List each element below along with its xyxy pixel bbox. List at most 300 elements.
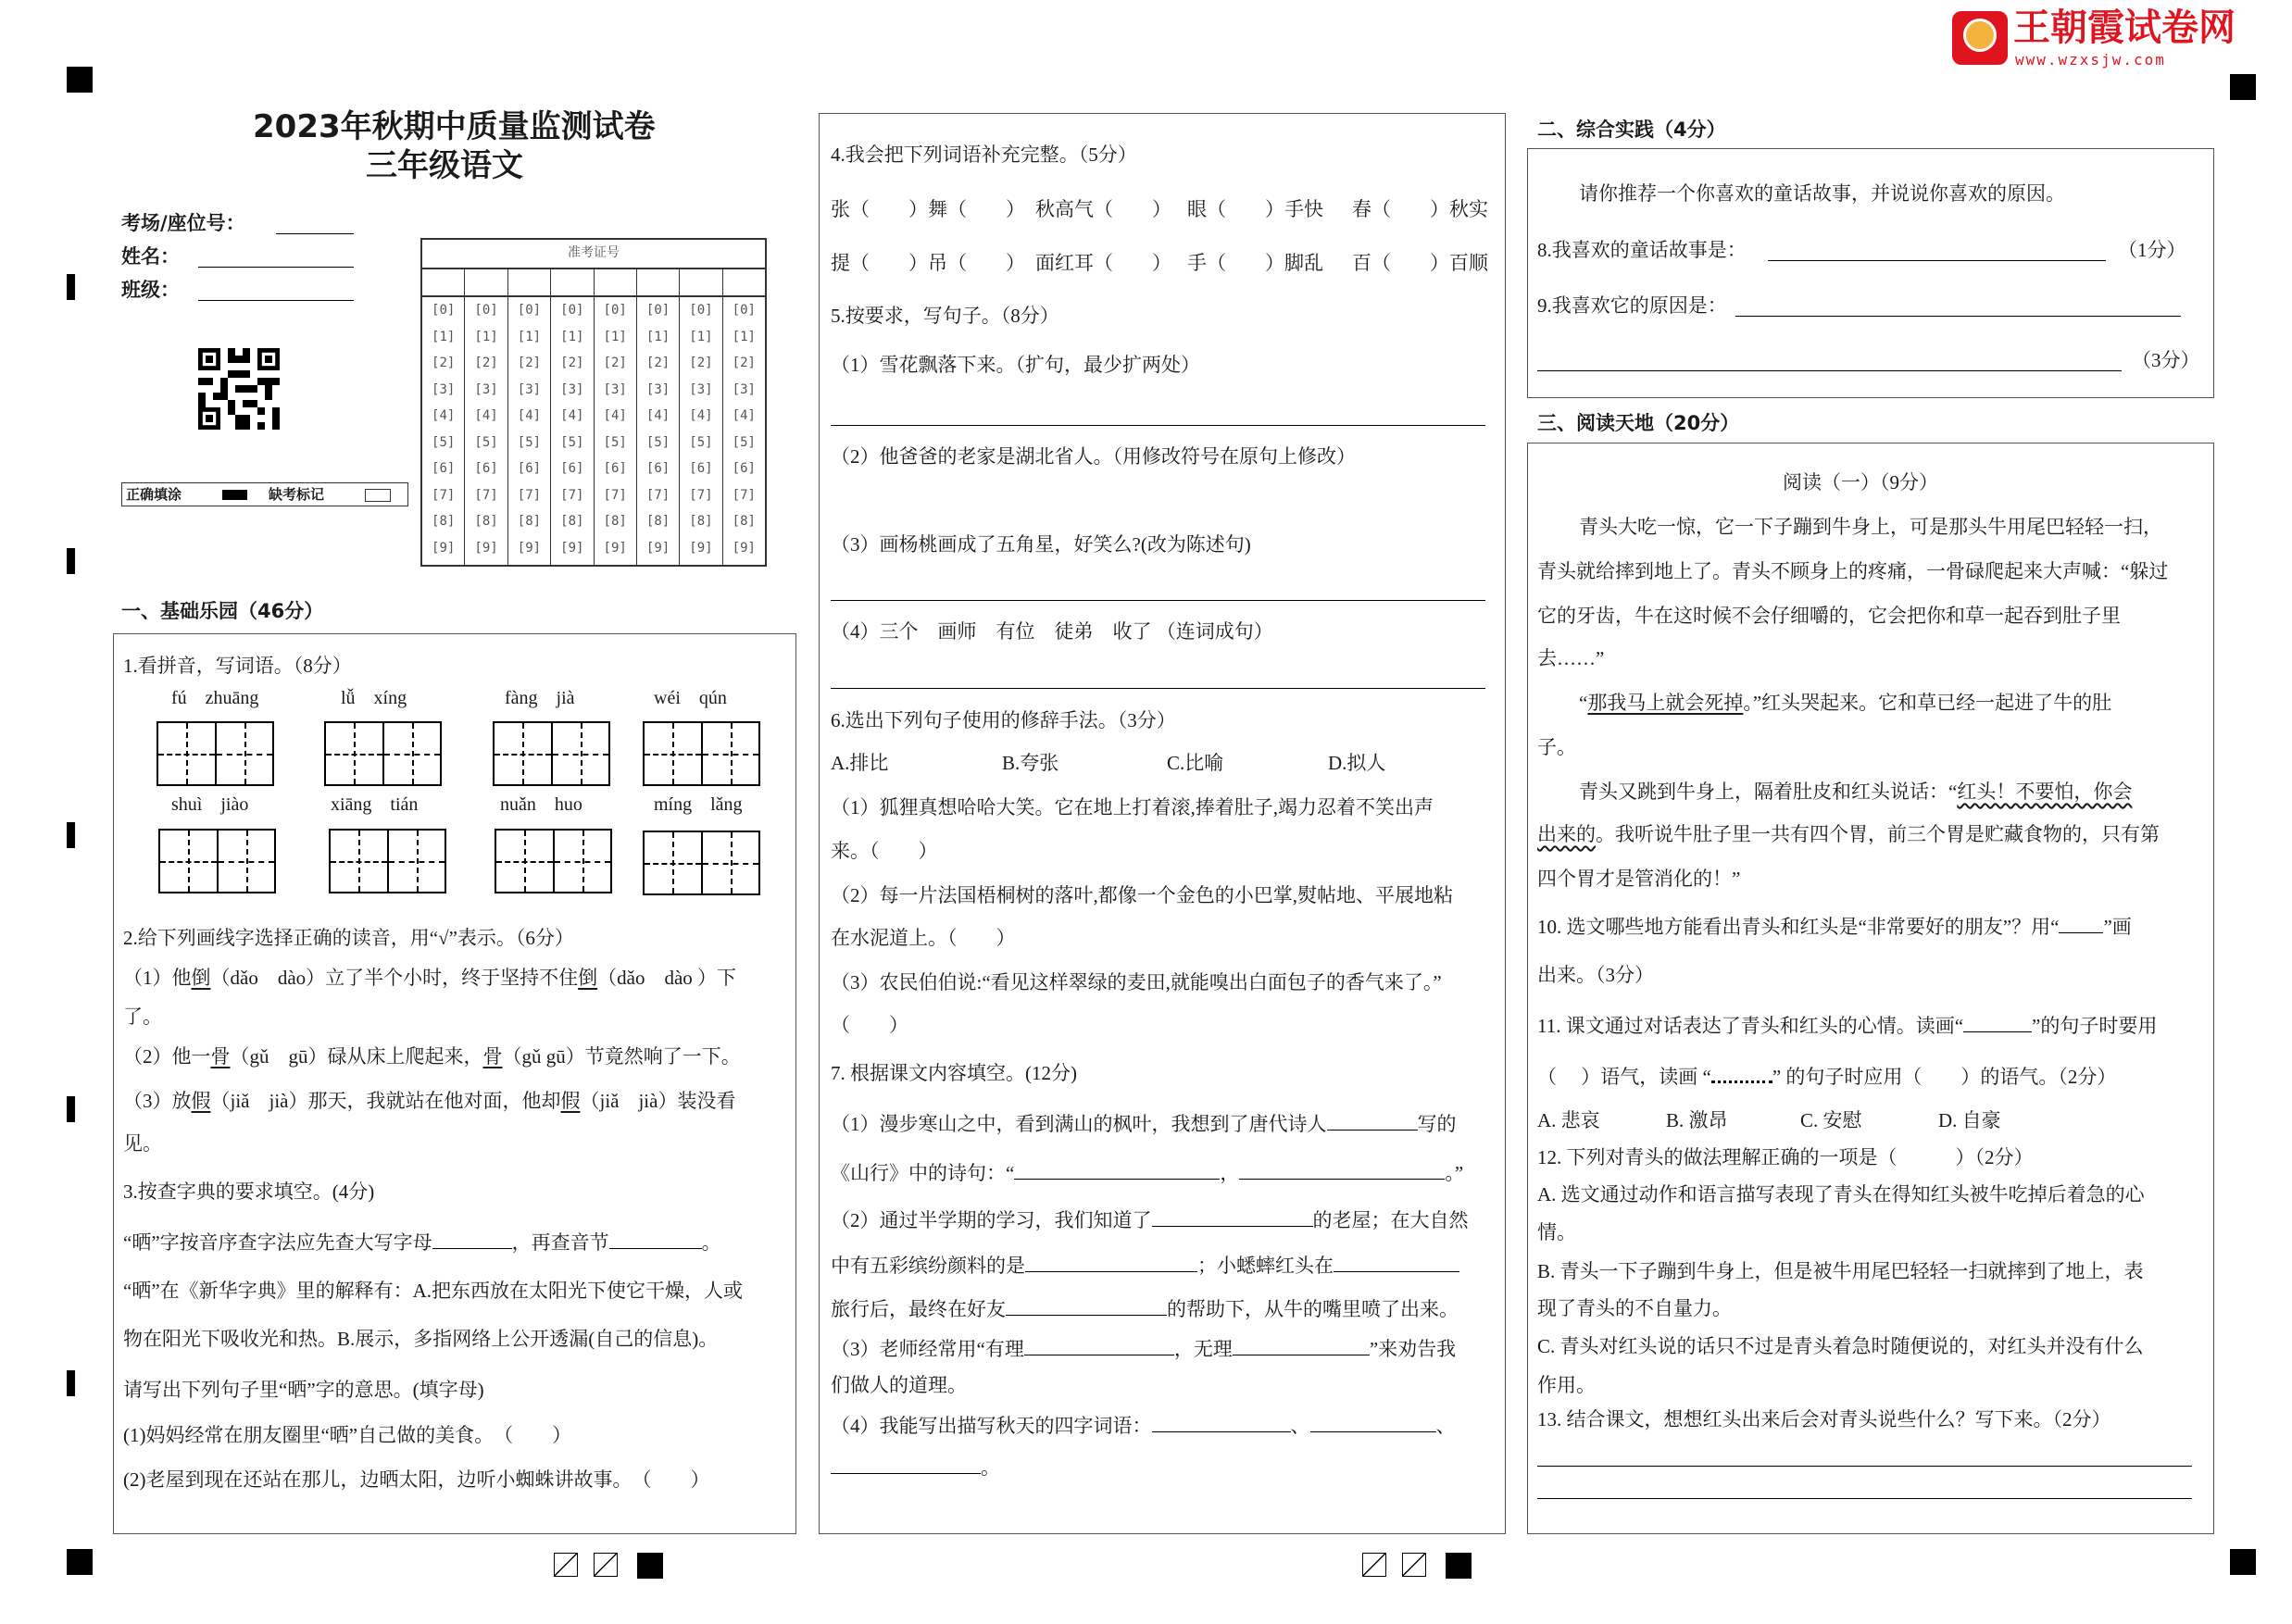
page-mark-hatched: [594, 1553, 618, 1577]
digit-bubble[interactable]: [4]: [689, 408, 713, 423]
q9-answer-line[interactable]: [1735, 316, 2181, 317]
admission-digit-write-cell[interactable]: [551, 269, 593, 297]
text: ”来劝告我: [1369, 1338, 1457, 1360]
text: ，再查音节: [511, 1231, 609, 1254]
seat-field[interactable]: [276, 233, 354, 234]
q6-option: C.比喻: [1167, 752, 1224, 774]
q8-answer-line[interactable]: [1768, 260, 2106, 261]
pinyin: lǚ xíng: [341, 688, 407, 708]
text: 。”: [1445, 1162, 1464, 1184]
digit-bubble[interactable]: [6]: [517, 461, 542, 476]
text: 青头又跳到牛身上，隔着肚皮和红头说话：“: [1579, 781, 1958, 803]
q12-option-c-cont: 作用。: [1537, 1374, 1596, 1396]
passage-line: 它的牙齿，牛在这时候不会仔细嚼的，它会把你和草一起吞到肚子里: [1537, 605, 2121, 627]
q8-label: 8.我喜欢的童话故事是：: [1537, 239, 1747, 261]
admission-digit-column: [723, 269, 765, 567]
digit-bubble[interactable]: [9]: [517, 540, 542, 556]
seat-label: 考场/座位号：: [121, 212, 245, 234]
text: （2）他一: [123, 1045, 211, 1068]
admission-digit-write-cell[interactable]: [595, 269, 636, 297]
answer-line[interactable]: [1537, 1466, 2192, 1467]
text: （dǎo dào）立了半个小时，终于坚持不住: [210, 967, 579, 989]
text: （1）漫步寒山之中，看到满山的枫叶，我想到了唐代诗人: [831, 1113, 1327, 1135]
digit-bubble[interactable]: [9]: [432, 540, 456, 556]
digit-bubble[interactable]: [0]: [603, 303, 627, 318]
q3-item-1: (1)妈妈经常在朋友圈里“晒”自己做的美食。 （ ）: [123, 1424, 572, 1446]
answer-line[interactable]: [831, 600, 1485, 601]
q6-title: 6.选出下列句子使用的修辞手法。（3分）: [831, 709, 1176, 731]
corner-mark-bottom-left: [67, 1549, 93, 1575]
answer-blank[interactable]: [1239, 1160, 1445, 1180]
q9-label: 9.我喜欢它的原因是：: [1537, 294, 1727, 317]
q8-score: （1分）: [2118, 239, 2186, 261]
digit-bubble[interactable]: [2]: [603, 356, 627, 370]
text: 。我听说牛肚子里一共有四个胃，前三个胃是贮藏食物的，只有第: [1596, 823, 2160, 845]
admission-digit-column: [551, 269, 594, 567]
digit-bubble[interactable]: [3]: [474, 381, 498, 397]
digit-bubble[interactable]: [6]: [560, 461, 584, 476]
page-mark-solid: [1446, 1553, 1472, 1579]
q6-option: D.拟人: [1328, 752, 1386, 774]
passage-line: 子。: [1537, 736, 1576, 758]
text: 写的: [1417, 1113, 1457, 1135]
digit-bubble[interactable]: [5]: [603, 434, 627, 450]
text: 旅行后，最终在好友: [831, 1298, 1006, 1320]
digit-bubble[interactable]: [2]: [689, 356, 713, 370]
digit-bubble[interactable]: [6]: [603, 461, 627, 476]
logo-name: 王朝霞试卷网: [2013, 6, 2236, 49]
absent-checkbox[interactable]: [365, 489, 391, 502]
digit-bubble[interactable]: [7]: [732, 487, 756, 503]
digit-bubble[interactable]: [1]: [560, 329, 584, 344]
q9-answer-line-2[interactable]: [1537, 370, 2122, 371]
q6-item-1: （1）狐狸真想哈哈大笑。它在地上打着滚,捧着肚子,竭力忍着不笑出声: [831, 796, 1434, 818]
digit-bubble[interactable]: [7]: [645, 487, 670, 503]
corner-mark-top-left: [67, 67, 93, 93]
pinyin: xiāng tián: [331, 794, 419, 815]
digit-bubble[interactable]: [8]: [474, 514, 498, 529]
exam-subtitle: 三年级语文: [366, 147, 523, 184]
answer-line[interactable]: [831, 425, 1485, 426]
name-label: 姓名：: [121, 245, 180, 268]
admission-digit-column: [508, 269, 551, 567]
passage-line: 青头就给摔到地上了。青头不顾身上的疼痛，一骨碌爬起来大声喊：“躲过: [1537, 560, 2169, 582]
answer-blank[interactable]: [1310, 1413, 1436, 1432]
passage-line: 四个胃才是管消化的！”: [1537, 868, 1741, 890]
name-field[interactable]: [198, 267, 354, 268]
q12: 12. 下列对青头的做法理解正确的一项是（ ）（2分）: [1537, 1146, 2034, 1168]
digit-bubble[interactable]: [4]: [645, 408, 670, 423]
digit-bubble[interactable]: [7]: [689, 487, 713, 503]
digit-bubble[interactable]: [0]: [560, 303, 584, 318]
text: （gǔ gū）碌从床上爬起来，: [230, 1045, 483, 1068]
text: ” 的句子时应用（ ）的语气。（2分）: [1772, 1066, 2117, 1088]
digit-bubble[interactable]: [1]: [432, 329, 456, 344]
text: “晒”字按音序查字法应先查大写字母: [123, 1231, 432, 1254]
text: （jiǎ jià）那天，我就站在他对面，他却: [210, 1090, 561, 1112]
answer-blank[interactable]: [609, 1230, 702, 1249]
answer-blank[interactable]: [1334, 1253, 1459, 1272]
q7-line-6: [831, 1336, 1456, 1361]
digit-bubble[interactable]: [8]: [432, 514, 456, 529]
wavy-underlined-sentence: 出来的: [1537, 823, 1596, 845]
admission-digit-write-cell[interactable]: [508, 269, 550, 297]
underlined-char: 倒: [191, 967, 211, 989]
pinyin: fú zhuāng: [171, 688, 259, 708]
text: ，: [1220, 1162, 1240, 1184]
digit-bubble[interactable]: [4]: [560, 408, 584, 423]
idiom-item: 面红耳（ ）: [1035, 252, 1171, 274]
q11-option: B. 激昂: [1666, 1109, 1728, 1131]
q7-line-5: [831, 1296, 1459, 1321]
underlined-char: 骨: [210, 1045, 231, 1068]
q3-line-3: 物在阳光下吸收光和热。B.展示，多指网络上公开透漏(自己的信息)。: [123, 1328, 719, 1350]
writing-grid[interactable]: [158, 829, 276, 893]
q5-title: 5.按要求，写句子。（8分）: [831, 305, 1059, 327]
text: ；小蟋蟀红头在: [1197, 1255, 1334, 1277]
digit-bubble[interactable]: [8]: [560, 514, 584, 529]
admission-digit-column: [637, 269, 680, 567]
text: 的老屋；在大自然: [1312, 1209, 1469, 1231]
text: 。: [981, 1456, 1000, 1479]
pinyin: shuì jiào: [171, 794, 249, 815]
writing-grid[interactable]: [495, 829, 612, 893]
writing-grid[interactable]: [493, 721, 610, 786]
pinyin: míng lǎng: [654, 794, 743, 815]
digit-bubble[interactable]: [9]: [732, 540, 756, 556]
underlined-char: 假: [191, 1090, 211, 1112]
answer-blank[interactable]: [1327, 1111, 1418, 1131]
digit-bubble[interactable]: [1]: [474, 329, 498, 344]
admission-digit-write-cell[interactable]: [422, 269, 464, 297]
q13: 13. 结合课文，想想红头出来后会对青头说些什么？写下来。（2分）: [1537, 1408, 2111, 1430]
text: 、: [1435, 1415, 1456, 1437]
digit-bubble[interactable]: [8]: [603, 514, 627, 529]
answer-blank[interactable]: [1014, 1160, 1220, 1180]
q2-item-3: [123, 1089, 735, 1113]
digit-bubble[interactable]: [2]: [732, 356, 756, 370]
text: （dǎo dào ）下: [597, 967, 737, 989]
digit-bubble[interactable]: [2]: [560, 356, 584, 370]
text: 10. 选文哪些地方能看出青头和红头是“非常要好的朋友”？用“: [1537, 916, 2060, 938]
q5-item-1: （1）雪花飘落下来。（扩句，最少扩两处）: [831, 354, 1200, 376]
digit-bubble[interactable]: [2]: [645, 356, 670, 370]
admission-digit-write-cell[interactable]: [637, 269, 679, 297]
q11-option: C. 安慰: [1800, 1109, 1862, 1131]
digit-bubble[interactable]: [4]: [517, 408, 542, 423]
q3-line-1: [123, 1230, 721, 1255]
q7-line-1: [831, 1111, 1457, 1136]
class-label: 班级：: [121, 279, 180, 301]
passage-line: 青头大吃一惊，它一下子蹦到牛身上，可是那头牛用尾巴轻轻一扫，: [1579, 516, 2162, 538]
text: 《山行》中的诗句：“: [831, 1162, 1015, 1184]
admission-number-grid: [420, 238, 767, 567]
q6-item-3: （3）农民伯伯说:“看见这样翠绿的麦田,就能嗅出白面包子的香气来了。”: [831, 971, 1442, 993]
text: 的帮助下，从牛的嘴里喷了出来。: [1167, 1298, 1459, 1320]
idiom-item: 眼（ ）手快: [1187, 198, 1323, 220]
idiom-item: 张（ ）舞（ ）: [831, 198, 1025, 220]
admission-digit-column: [422, 269, 465, 567]
side-mark: [67, 1370, 75, 1396]
digit-bubble[interactable]: [0]: [689, 303, 713, 318]
answer-blank[interactable]: [1152, 1413, 1291, 1432]
q3-title: 3.按查字典的要求填空。(4分): [123, 1181, 375, 1203]
side-mark: [67, 548, 75, 574]
q6-item-3-cont: （ ）: [831, 1014, 908, 1036]
text: “: [1579, 692, 1588, 714]
q5-item-4: （4）三个 画师 有位 徒弟 收了 （连词成句）: [831, 620, 1273, 643]
logo-emblem-icon: [1952, 11, 2008, 65]
q7-line-3: [831, 1207, 1469, 1232]
answer-line[interactable]: [831, 688, 1485, 689]
digit-bubble[interactable]: [6]: [432, 461, 456, 476]
q3-line-2: “晒”在《新华字典》里的解释有：A.把东西放在太阳光下使它干燥，人或: [123, 1280, 744, 1302]
q7-line-2: [831, 1160, 1463, 1185]
digit-bubble[interactable]: [3]: [517, 381, 542, 397]
answer-blank[interactable]: [1006, 1296, 1167, 1316]
exam-title: 2023年秋期中质量监测试卷: [253, 108, 656, 145]
q11-option: D. 自豪: [1938, 1109, 2001, 1131]
qr-code-icon: [198, 348, 280, 430]
idiom-item: 提（ ）吊（ ）: [831, 252, 1025, 274]
admission-number-title: 准考证号: [422, 240, 765, 269]
digit-bubble[interactable]: [8]: [732, 514, 756, 529]
underlined-char: 骨: [482, 1045, 503, 1068]
text: 。”红头哭起来。它和草已经一起进了牛的肚: [1743, 692, 2112, 714]
digit-bubble[interactable]: [6]: [689, 461, 713, 476]
digit-bubble[interactable]: [5]: [560, 434, 584, 450]
q12-option-a: A. 选文通过动作和语言描写表现了青头在得知红头被牛吃掉后着急的心: [1537, 1183, 2145, 1206]
q5-item-3: （3）画杨桃画成了五角星，好笑么?(改为陈述句): [831, 533, 1251, 556]
legend-absent-label: 缺考标记: [269, 486, 325, 503]
admission-digit-column: [595, 269, 637, 567]
digit-bubble[interactable]: [3]: [732, 381, 756, 397]
digit-bubble[interactable]: [5]: [432, 434, 456, 450]
digit-bubble[interactable]: [8]: [689, 514, 713, 529]
passage-line: [1579, 780, 2132, 804]
answer-blank[interactable]: [831, 1455, 981, 1474]
underlined-char: 假: [560, 1090, 581, 1112]
passage-line: 去……”: [1537, 647, 1605, 669]
pinyin: fàng jià: [505, 688, 575, 708]
admission-digit-column: [680, 269, 722, 567]
digit-bubble[interactable]: [7]: [517, 487, 542, 503]
digit-bubble[interactable]: [0]: [732, 303, 756, 318]
pinyin: wéi qún: [654, 688, 727, 708]
digit-bubble[interactable]: [2]: [517, 356, 542, 370]
writing-grid[interactable]: [643, 831, 760, 895]
page-mark-hatched: [554, 1553, 578, 1577]
page-mark-solid: [637, 1553, 663, 1579]
logo-url: www.wzxsjw.com: [2015, 51, 2166, 69]
digit-bubble[interactable]: [3]: [645, 381, 670, 397]
q11-cont: [1537, 1062, 2116, 1089]
q12-option-a-cont: 情。: [1537, 1221, 1576, 1243]
legend-filled-label: 正确填涂: [126, 486, 182, 503]
q12-option-b-cont: 现了青头的不自量力。: [1537, 1297, 1732, 1319]
digit-bubble[interactable]: [9]: [560, 540, 584, 556]
q2-title: 2.给下列画线字选择正确的读音，用“√”表示。（6分）: [123, 927, 574, 949]
q1-title: 1.看拼音，写词语。（8分）: [123, 655, 352, 677]
side-mark: [67, 822, 75, 848]
digit-bubble[interactable]: [3]: [432, 381, 456, 397]
underline-sample: [2059, 914, 2103, 933]
filled-sample-icon: [222, 490, 247, 500]
digit-bubble[interactable]: [5]: [474, 434, 498, 450]
digit-bubble[interactable]: [9]: [474, 540, 498, 556]
q7-line-4: [831, 1253, 1459, 1278]
admission-digit-write-cell[interactable]: [723, 269, 765, 297]
text: 中有五彩缤纷颜料的是: [831, 1255, 1025, 1277]
q2-item-3-cont: 见。: [123, 1132, 162, 1155]
digit-bubble[interactable]: [1]: [517, 329, 542, 344]
q6-item-2: （2）每一片法国梧桐树的落叶,都像一个金色的小巴掌,熨帖地、平展地粘: [831, 884, 1453, 906]
digit-bubble[interactable]: [3]: [603, 381, 627, 397]
section-2-title: 二、综合实践（4分）: [1537, 119, 1726, 141]
writing-grid[interactable]: [329, 829, 446, 893]
digit-bubble[interactable]: [0]: [517, 303, 542, 318]
digit-bubble[interactable]: [9]: [645, 540, 670, 556]
writing-grid[interactable]: [324, 721, 442, 786]
q7-line-9: [831, 1455, 1000, 1480]
wavy-underline-sample: [1711, 1062, 1772, 1083]
digit-bubble[interactable]: [1]: [645, 329, 670, 344]
text: （1）他: [123, 967, 192, 989]
side-mark: [67, 274, 75, 300]
digit-bubble[interactable]: [4]: [474, 408, 498, 423]
q2-item-2: [123, 1044, 741, 1068]
text: （ ）语气，读画 “: [1537, 1066, 1711, 1088]
q6-option: B.夸张: [1002, 752, 1059, 774]
digit-bubble[interactable]: [0]: [645, 303, 670, 318]
digit-bubble[interactable]: [5]: [645, 434, 670, 450]
text: （jiǎ jià）装没看: [580, 1090, 736, 1112]
underlined-sentence: 那我马上就会死掉: [1587, 692, 1744, 714]
q2-item-1: [123, 966, 736, 990]
text: 11. 课文通过对话表达了青头和红头的心情。读画“: [1537, 1015, 1964, 1037]
digit-bubble[interactable]: [0]: [432, 303, 456, 318]
digit-bubble[interactable]: [5]: [732, 434, 756, 450]
q10: [1537, 914, 2132, 939]
q5-item-2: （2）他爸爸的老家是湖北省人。（用修改符号在原句上修改）: [831, 445, 1356, 468]
q3-item-2: (2)老屋到现在还站在那儿，边晒太阳，边听小蜘蛛讲故事。 （ ）: [123, 1468, 710, 1491]
answer-blank[interactable]: [432, 1230, 512, 1249]
digit-bubble[interactable]: [9]: [603, 540, 627, 556]
digit-bubble[interactable]: [5]: [517, 434, 542, 450]
site-logo: [1952, 7, 2258, 72]
text: （2）通过半学期的学习，我们知道了: [831, 1209, 1152, 1231]
q7-line-7: 们做人的道理。: [831, 1374, 967, 1396]
page-mark-hatched: [1402, 1553, 1426, 1577]
idiom-item: 百（ ）百顺: [1352, 252, 1488, 274]
digit-bubble[interactable]: [2]: [432, 356, 456, 370]
text: 、: [1290, 1415, 1310, 1437]
admission-digit-write-cell[interactable]: [680, 269, 721, 297]
digit-bubble[interactable]: [6]: [732, 461, 756, 476]
pinyin: nuǎn huo: [500, 794, 582, 815]
digit-bubble[interactable]: [5]: [689, 434, 713, 450]
corner-mark-top-right: [2230, 74, 2256, 100]
digit-bubble[interactable]: [4]: [732, 408, 756, 423]
digit-bubble[interactable]: [7]: [560, 487, 584, 503]
q12-option-c: C. 青头对红头说的话只不过是青头着急时随便说的，对红头并没有什么: [1537, 1335, 2144, 1357]
digit-bubble[interactable]: [7]: [432, 487, 456, 503]
idiom-item: 秋高气（ ）: [1035, 198, 1171, 220]
answer-line[interactable]: [1537, 1498, 2192, 1499]
underline-sample: [1963, 1013, 2032, 1032]
digit-bubble[interactable]: [4]: [603, 408, 627, 423]
q7-line-8: [831, 1413, 1456, 1438]
class-field[interactable]: [198, 300, 354, 301]
text: （3）放: [123, 1090, 192, 1112]
q9-score: （3分）: [2132, 349, 2200, 371]
answer-blank[interactable]: [1233, 1336, 1370, 1355]
passage-line: [1537, 822, 2160, 846]
text: 。: [701, 1231, 721, 1254]
q4-title: 4.我会把下列词语补充完整。（5分）: [831, 144, 1137, 166]
q7-title: 7. 根据课文内容填空。(12分): [831, 1062, 1077, 1084]
digit-bubble[interactable]: [9]: [689, 540, 713, 556]
text: ，无理: [1173, 1338, 1233, 1360]
q12-option-b: B. 青头一下子蹦到牛身上，但是被牛用尾巴轻轻一扫就摔到了地上，表: [1537, 1260, 2144, 1282]
digit-bubble[interactable]: [6]: [645, 461, 670, 476]
q6-item-1-cont: 来。（ ）: [831, 840, 938, 862]
sec2-intro: 请你推荐一个你喜欢的童话故事，并说说你喜欢的原因。: [1579, 182, 2065, 205]
text: （3）老师经常用“有理: [831, 1338, 1024, 1360]
reading-title: 阅读（一）（9分）: [1783, 471, 1938, 493]
digit-bubble[interactable]: [1]: [603, 329, 627, 344]
q11: [1537, 1013, 2157, 1038]
digit-bubble[interactable]: [3]: [560, 381, 584, 397]
digit-bubble[interactable]: [2]: [474, 356, 498, 370]
q11-option: A. 悲哀: [1537, 1109, 1600, 1131]
digit-bubble[interactable]: [1]: [689, 329, 713, 344]
q6-option: A.排比: [831, 752, 889, 774]
digit-bubble[interactable]: [0]: [474, 303, 498, 318]
admission-digit-write-cell[interactable]: [465, 269, 507, 297]
writing-grid[interactable]: [157, 721, 274, 786]
digit-bubble[interactable]: [8]: [517, 514, 542, 529]
text: （gǔ gū）节竟然响了一下。: [502, 1045, 741, 1068]
text: ”画: [2103, 916, 2132, 938]
section-3-title: 三、阅读天地（20分）: [1537, 412, 1740, 434]
corner-mark-bottom-right: [2230, 1549, 2256, 1575]
digit-bubble[interactable]: [4]: [432, 408, 456, 423]
page-mark-hatched: [1362, 1553, 1386, 1577]
digit-bubble[interactable]: [6]: [474, 461, 498, 476]
text: ”的句子时要用: [2032, 1015, 2158, 1037]
wavy-underlined-sentence: 红头！不要怕，你会: [1957, 781, 2133, 803]
digit-bubble[interactable]: [3]: [689, 381, 713, 397]
section-1-title: 一、基础乐园（46分）: [121, 600, 324, 622]
q2-item-1-cont: 了。: [123, 1006, 162, 1028]
underlined-char: 倒: [578, 967, 598, 989]
answer-blank[interactable]: [1025, 1253, 1197, 1272]
fill-legend: [121, 482, 408, 506]
admission-digit-column: [465, 269, 507, 567]
digit-bubble[interactable]: [7]: [603, 487, 627, 503]
passage-line: [1579, 691, 2111, 715]
answer-blank[interactable]: [1024, 1336, 1174, 1355]
digit-bubble[interactable]: [8]: [645, 514, 670, 529]
answer-blank[interactable]: [1152, 1207, 1313, 1227]
digit-bubble[interactable]: [1]: [732, 329, 756, 344]
q10-cont: 出来。（3分）: [1537, 964, 1654, 986]
digit-bubble[interactable]: [7]: [474, 487, 498, 503]
text: （4）我能写出描写秋天的四字词语：: [831, 1415, 1152, 1437]
writing-grid[interactable]: [643, 721, 760, 786]
side-mark: [67, 1096, 75, 1122]
